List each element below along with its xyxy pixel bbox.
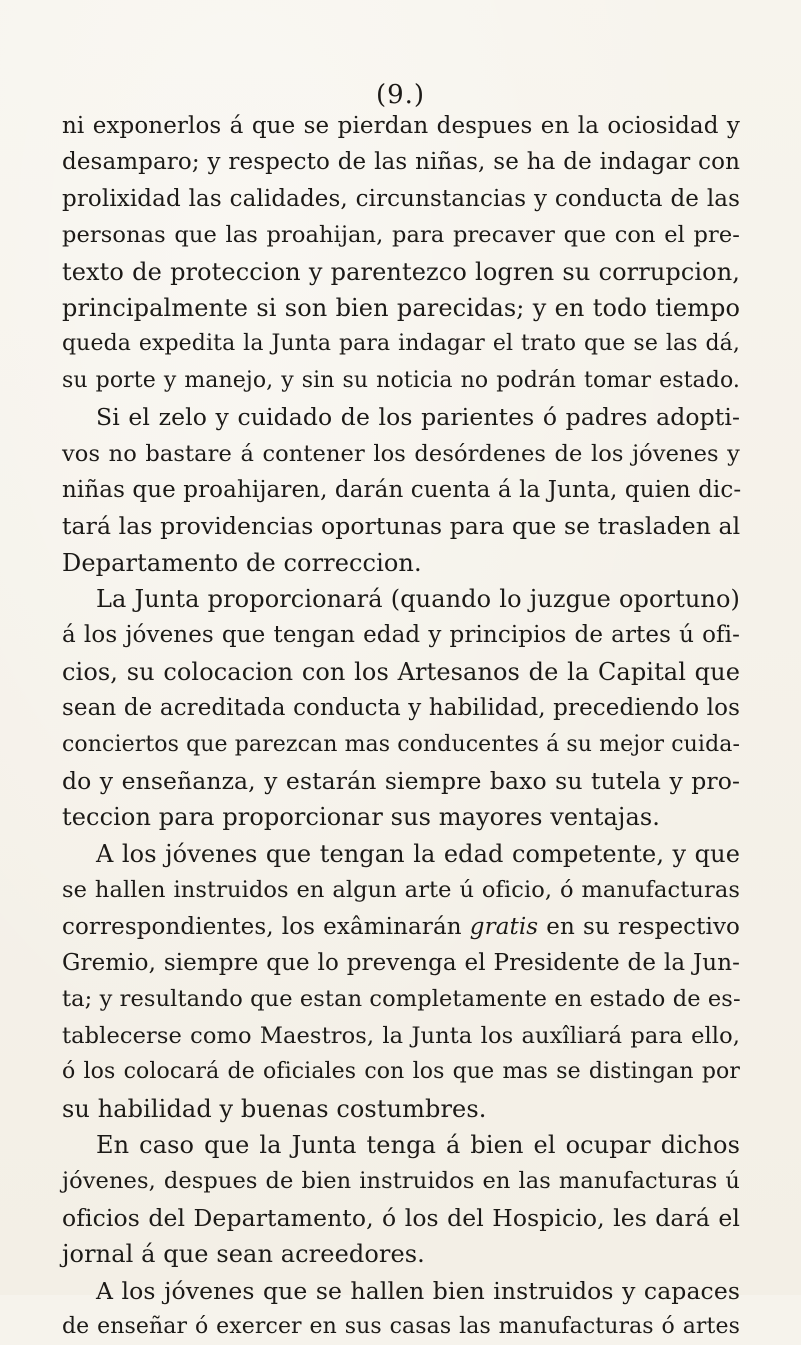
text-line: correspondientes, los exâminarán gratis en su respectivo: [62, 909, 740, 945]
paragraph: [62, 399, 740, 581]
text-line: sean de acreditada conducta y habilidad, precediendo los: [62, 690, 740, 726]
paragraph: [62, 581, 740, 836]
text-line: jóvenes, despues de bien instruidos en las manufacturas ú: [62, 1163, 740, 1199]
text-line: vos no bastare á contener los desórdenes de los jóvenes y: [62, 436, 740, 472]
text-line: ta; y resultando que estan completamente en estado de es-: [62, 981, 740, 1017]
paragraph: [62, 108, 740, 399]
text-line: ni exponerlos á que se pierdan despues en la ociosidad y: [62, 108, 740, 144]
text-line: teccion para proporcionar sus mayores ventajas.: [62, 799, 740, 835]
text-line: do y enseñanza, y estarán siempre baxo su tutela y pro-: [62, 763, 740, 799]
text-line: desamparo; y respecto de las niñas, se ha de indagar con: [62, 144, 740, 180]
text-line: prolixidad las calidades, circunstancias y conducta de las: [62, 181, 740, 217]
text-line: Gremio, siempre que lo prevenga el Presidente de la Jun-: [62, 945, 740, 981]
paragraph: [62, 1127, 740, 1273]
text-line: personas que las proahijan, para precaver que con el pre-: [62, 217, 740, 253]
text-line: cios, su colocacion con los Artesanos de la Capital que: [62, 654, 740, 690]
text-line: La Junta proporcionará (quando lo juzgue oportuno): [62, 581, 740, 617]
text-line: Departamento de correccion.: [62, 545, 740, 581]
text-line: niñas que proahijaren, darán cuenta á la Junta, quien dic-: [62, 472, 740, 508]
text-line: En caso que la Junta tenga á bien el ocupar dichos: [62, 1127, 740, 1163]
text-line: A los jóvenes que se hallen bien instruidos y capaces: [62, 1273, 740, 1309]
text-line: conciertos que parezcan mas conducentes á su mejor cuida-: [62, 727, 740, 763]
paragraph: [62, 836, 740, 1127]
paragraph: [62, 1273, 740, 1345]
text-line: ó los colocará de oficiales con los que mas se distingan por: [62, 1054, 740, 1090]
page-number: (9.): [0, 80, 801, 110]
text-line: de enseñar ó exercer en sus casas las manufacturas ó artes: [62, 1309, 740, 1345]
text-line: texto de proteccion y parentezco logren su corrupcion,: [62, 254, 740, 290]
text-line: queda expedita la Junta para indagar el trato que se las dá,: [62, 326, 740, 362]
text-line: Si el zelo y cuidado de los parientes ó padres adopti-: [62, 399, 740, 435]
text-line: oficios del Departamento, ó los del Hospicio, les dará el: [62, 1200, 740, 1236]
text-line: A los jóvenes que tengan la edad competente, y que: [62, 836, 740, 872]
text-line: se hallen instruidos en algun arte ú oficio, ó manufacturas: [62, 872, 740, 908]
text-line: á los jóvenes que tengan edad y principios de artes ú ofi-: [62, 617, 740, 653]
text-line: principalmente si son bien parecidas; y en todo tiempo: [62, 290, 740, 326]
italic-word: gratis: [470, 914, 538, 940]
body-text: [62, 108, 740, 1345]
text-line: su porte y manejo, y sin su noticia no podrán tomar estado.: [62, 363, 740, 399]
text-line: tará las providencias oportunas para que se trasladen al: [62, 508, 740, 544]
text-line: jornal á que sean acreedores.: [62, 1236, 740, 1272]
text-line: tablecerse como Maestros, la Junta los auxîliará para ello,: [62, 1018, 740, 1054]
text-line: su habilidad y buenas costumbres.: [62, 1091, 740, 1127]
